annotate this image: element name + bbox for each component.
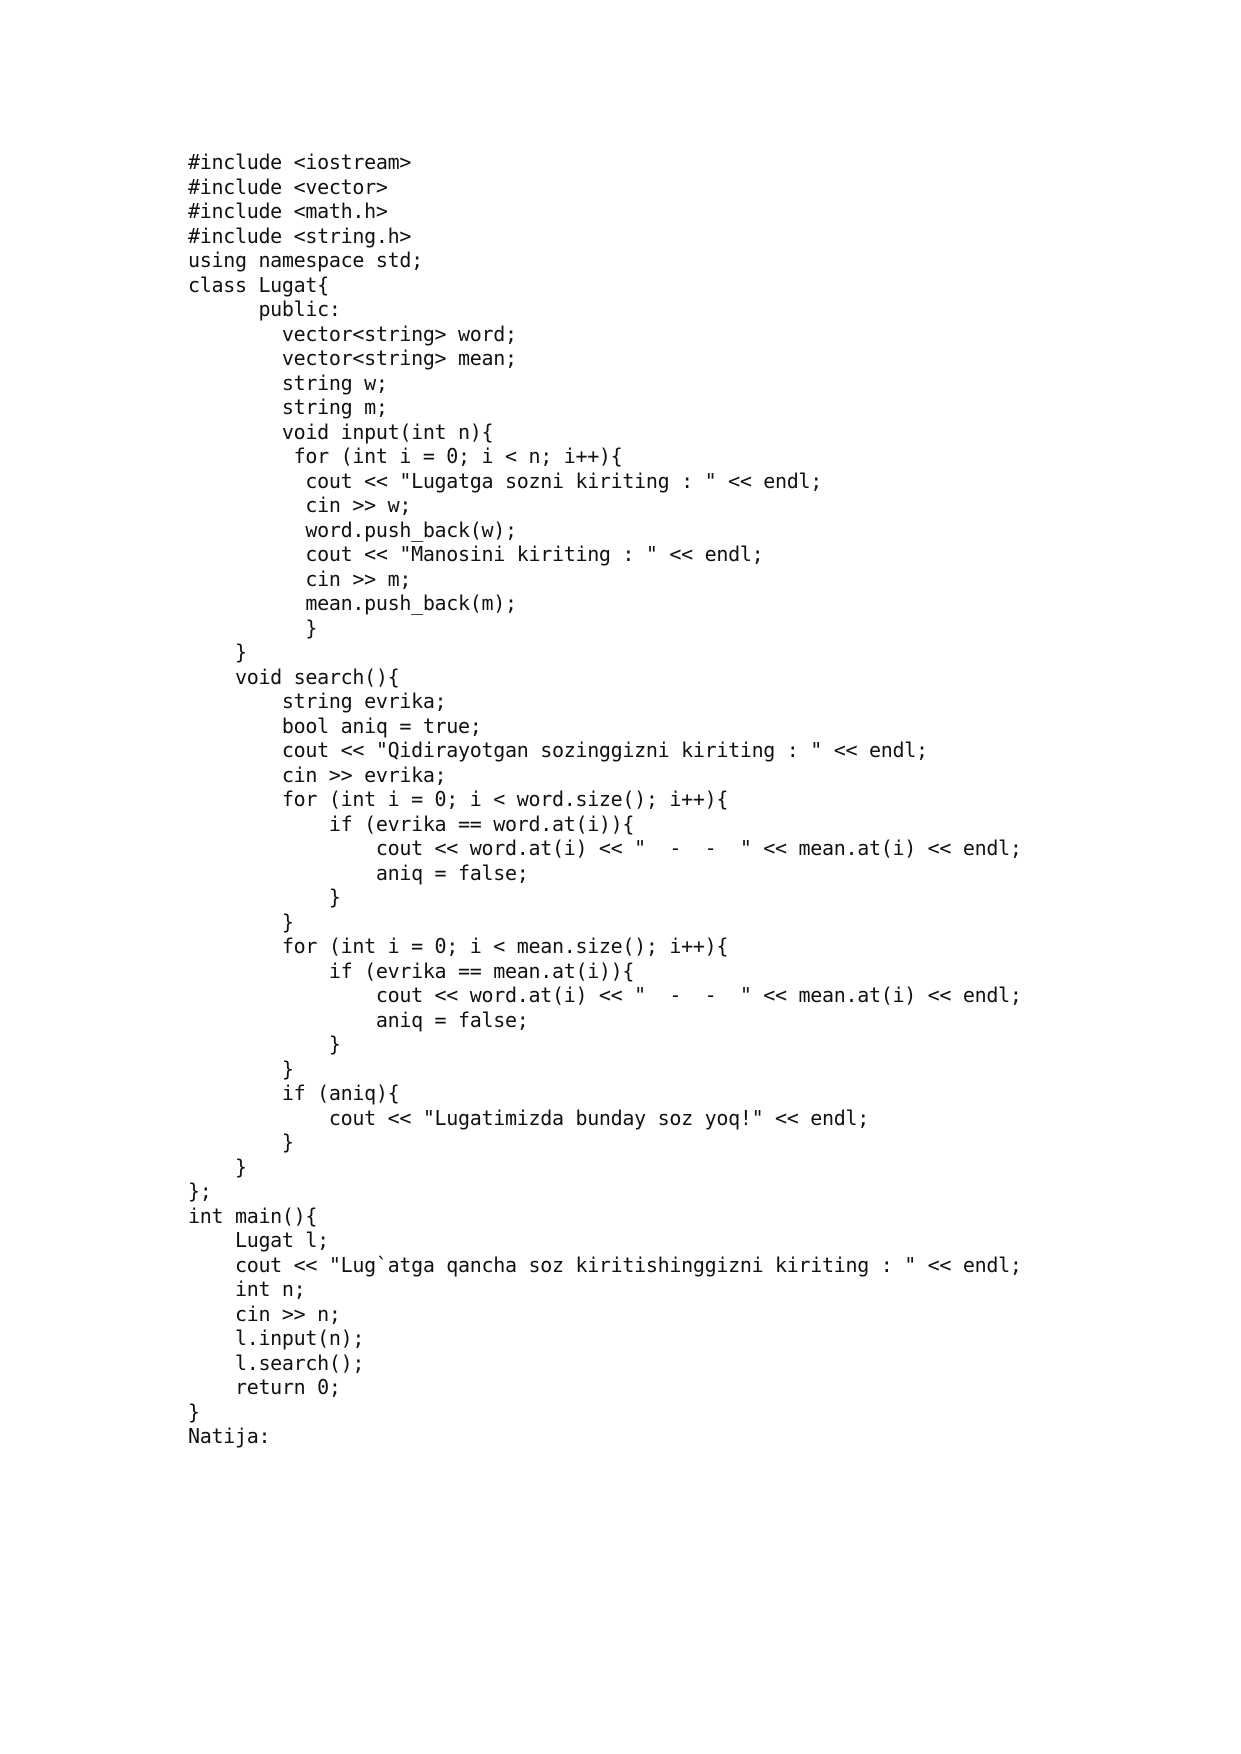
code-line: #include <string.h> — [188, 223, 412, 248]
code-line: } — [188, 615, 318, 640]
code-line: l.search(); — [188, 1350, 365, 1375]
code-line: cout << "Lugatimizda bunday soz yoq!" << endl; — [188, 1105, 869, 1130]
code-line: if (evrika == word.at(i)){ — [188, 811, 635, 836]
code-line: } — [188, 885, 341, 909]
code-line: } — [188, 909, 294, 934]
code-line: mean.push_back(m); — [188, 591, 517, 615]
code-line: cout << word.at(i) << " - - " << mean.at(i) << endl; — [188, 983, 1022, 1007]
code-line: string evrika; — [188, 689, 447, 713]
code-line: cout << "Manosini kiriting : " << endl; — [188, 542, 764, 566]
code-line: } — [188, 1056, 294, 1081]
code-line: return 0; — [188, 1375, 341, 1399]
code-line: if (aniq){ — [188, 1081, 400, 1105]
code-line: #include <math.h> — [188, 199, 388, 223]
code-line: void search(){ — [188, 664, 400, 689]
code-line: string m; — [188, 395, 388, 419]
code-line: aniq = false; — [188, 860, 529, 885]
code-line: int n; — [188, 1277, 306, 1301]
code-line: word.push_back(w); — [188, 517, 517, 542]
code-line: bool aniq = true; — [188, 713, 482, 738]
code-line: for (int i = 0; i < word.size(); i++){ — [188, 787, 729, 811]
code-line: aniq = false; — [188, 1007, 529, 1032]
code-line: } — [188, 1130, 294, 1154]
code-line: vector<string> mean; — [188, 346, 517, 370]
code-line: cout << "Lugatga sozni kiriting : " << endl; — [188, 468, 823, 493]
code-line: l.input(n); — [188, 1326, 365, 1350]
code-line: public: — [188, 297, 341, 321]
code-line: } — [188, 1154, 247, 1179]
code-line: } — [188, 1032, 341, 1056]
code-line: cout << "Qidirayotgan sozinggizni kiriting : " << endl; — [188, 738, 928, 762]
code-line: cin >> n; — [188, 1301, 341, 1326]
code-line: if (evrika == mean.at(i)){ — [188, 958, 635, 983]
code-line: cin >> m; — [188, 566, 412, 591]
code-listing — [188, 150, 1022, 1449]
code-line: cin >> w; — [188, 493, 412, 517]
code-line: string w; — [188, 370, 388, 395]
code-line: }; — [188, 1179, 212, 1203]
code-line: class Lugat{ — [188, 272, 329, 297]
code-line: void input(int n){ — [188, 419, 494, 444]
code-line: } — [188, 640, 247, 664]
code-line: #include <iostream> — [188, 150, 412, 174]
code-line: int main(){ — [188, 1203, 318, 1228]
code-line: for (int i = 0; i < mean.size(); i++){ — [188, 934, 729, 958]
code-line: Natija: — [188, 1424, 271, 1448]
code-line: } — [188, 1399, 200, 1424]
code-line: Lugat l; — [188, 1228, 329, 1252]
code-line: cout << "Lug`atga qancha soz kiritishinggizni kiriting : " << endl; — [188, 1252, 1022, 1277]
code-line: cin >> evrika; — [188, 762, 447, 787]
code-line: #include <vector> — [188, 174, 388, 199]
code-line: using namespace std; — [188, 248, 423, 272]
code-line: for (int i = 0; i < n; i++){ — [188, 444, 623, 468]
code-line: cout << word.at(i) << " - - " << mean.at(i) << endl; — [188, 836, 1022, 860]
code-line: vector<string> word; — [188, 321, 517, 346]
